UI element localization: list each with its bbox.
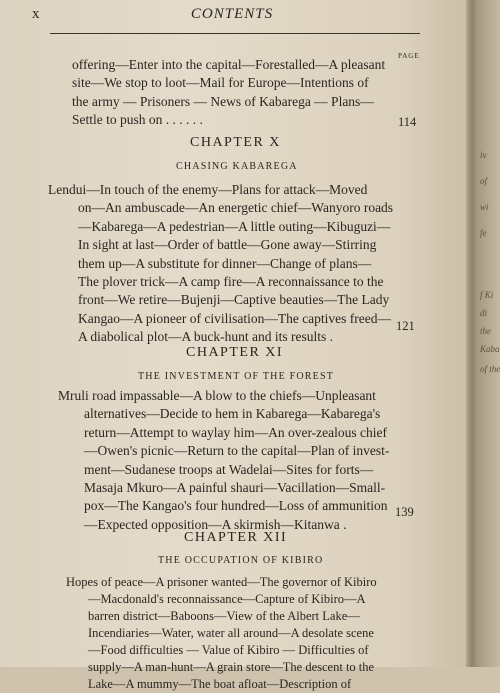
chapter-heading: CHAPTER X <box>190 135 281 150</box>
toc-line: A diabolical plot—A buck-hunt and its results . <box>78 329 333 345</box>
page-number: x <box>32 6 40 22</box>
toc-line: Lake—A mummy—The boat afloat—Description of <box>88 677 352 691</box>
toc-line: the army — Prisoners — News of Kabarega — Plans— <box>72 93 374 109</box>
toc-line: ment—Sudanese troops at Wadelai—Sites for forts— <box>84 461 374 477</box>
toc-line: Masaja Mkuro—A painful shauri—Vacillation—Small- <box>84 480 386 496</box>
toc-page-number: 139 <box>395 505 414 519</box>
facing-page-fragment: the <box>480 326 491 336</box>
facing-page-fragment: of <box>480 176 488 186</box>
toc-line: on—An ambuscade—An energetic chief—Wanyoro roads <box>78 200 394 216</box>
facing-page-fragment: Kaba <box>480 344 500 354</box>
toc-line: —Macdonald's reconnaissance—Capture of Kibiro—A <box>88 592 366 606</box>
page-column-label: PAGE <box>398 52 420 60</box>
header-rule <box>50 33 420 34</box>
toc-line: Lendui—In touch of the enemy—Plans for attack—Moved <box>48 182 368 197</box>
toc-line: —Owen's picnic—Return to the capital—Plan of invest- <box>84 443 390 459</box>
toc-line: them up—A substitute for dinner—Change of plans— <box>78 255 372 271</box>
toc-line: Kangao—A pioneer of civilisation—The captives freed— <box>78 310 392 326</box>
toc-entry-chapter-xii <box>66 574 396 693</box>
chapter-title: CHASING KABAREGA <box>176 161 298 172</box>
facing-page-fragment: iv <box>480 150 487 160</box>
toc-line: front—We retire—Bujenji—Captive beauties—The Lady <box>78 292 390 308</box>
toc-line: —Expected opposition—A skirmish—Kitanwa . <box>84 516 347 532</box>
toc-line: offering—Enter into the capital—Forestalled—A pleasant <box>72 57 386 72</box>
facing-page-fragment: wi <box>480 202 489 212</box>
toc-line: Incendiaries—Water, water all around—A desolate scene <box>88 626 374 640</box>
chapter-heading: CHAPTER XI <box>186 345 284 360</box>
facing-page-fragment: of the <box>480 364 500 374</box>
chapter-title: THE OCCUPATION OF KIBIRO <box>158 555 324 566</box>
toc-line: return—Attempt to waylay him—An over-zealous chief <box>84 424 388 440</box>
toc-page-number: 114 <box>398 115 417 129</box>
toc-line: alternatives—Decide to hem in Kabarega—Kabarega's <box>84 406 381 422</box>
toc-line: Mruli road impassable—A blow to the chiefs—Unpleasant <box>58 388 376 403</box>
toc-line: site—We stop to loot—Mail for Europe—Intentions of <box>72 75 369 91</box>
toc-entry-prev <box>72 56 390 130</box>
facing-page-fragment: di <box>480 308 488 318</box>
toc-line: —Kabarega—A pedestrian—A little outing—Kibuguzi— <box>78 218 391 234</box>
toc-line: barren district—Baboons—View of the Albert Lake— <box>88 609 360 623</box>
toc-line: supply—A man-hunt—A grain store—The descent to the <box>88 660 375 674</box>
chapter-heading: CHAPTER XII <box>184 530 288 545</box>
toc-line: In sight at last—Order of battle—Gone away—Stirring <box>78 237 377 253</box>
toc-entry-chapter-xi <box>58 387 388 534</box>
toc-line: Hopes of peace—A prisoner wanted—The governor of Kibiro <box>66 575 377 589</box>
chapter-title: THE INVESTMENT OF THE FOREST <box>138 371 335 382</box>
book-gutter <box>466 0 478 667</box>
facing-page-edge <box>478 0 500 667</box>
page-header <box>32 6 432 26</box>
toc-entry-chapter-x <box>48 181 394 347</box>
toc-line: Settle to push on . . . . . . <box>72 112 203 128</box>
facing-page-fragment: fe <box>480 228 487 238</box>
facing-page-fragment: f Ki <box>480 290 494 300</box>
toc-page-number: 121 <box>396 319 415 333</box>
toc-line: The plover trick—A camp fire—A reconnaissance to the <box>78 274 384 290</box>
toc-line: pox—The Kangao's four hundred—Loss of ammunition <box>84 498 388 514</box>
running-head: CONTENTS <box>190 6 274 22</box>
toc-line: —Food difficulties — Value of Kibiro — Difficulties of <box>88 643 369 657</box>
